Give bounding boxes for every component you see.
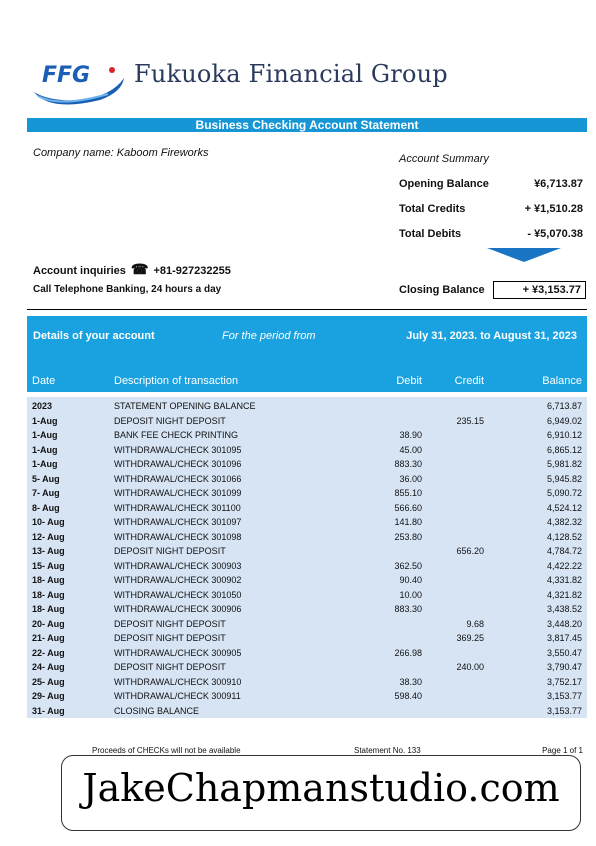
row-debit: 38.30 — [399, 676, 422, 687]
row-balance: 3,438.52 — [546, 604, 582, 614]
total-credits-value: + ¥1,510.28 — [524, 203, 583, 215]
row-credit: 656.20 — [456, 546, 484, 556]
row-description: DEPOSIT NIGHT DEPOSIT — [114, 662, 226, 672]
phone-icon: ☎ — [130, 261, 149, 277]
row-description: WITHDRAWAL/CHECK 300906 — [114, 604, 242, 614]
row-balance: 3,153.77 — [546, 705, 582, 716]
row-date: 18- Aug — [32, 575, 65, 585]
table-row — [27, 515, 587, 530]
table-row — [27, 617, 587, 632]
row-balance: 3,790.47 — [546, 662, 582, 672]
statement-number: Statement No. 133 — [354, 746, 421, 755]
opening-balance-label: Opening Balance — [399, 178, 489, 190]
watermark-banner — [61, 755, 581, 831]
table-row — [27, 675, 587, 690]
row-description: WITHDRAWAL/CHECK 301095 — [114, 444, 242, 455]
down-arrow-icon — [487, 248, 561, 262]
bank-name: Fukuoka Financial Group — [134, 60, 448, 88]
row-date: 2023 — [32, 401, 53, 411]
row-description: STATEMENT OPENING BALANCE — [114, 401, 256, 411]
row-date: 25- Aug — [32, 676, 65, 687]
row-debit: 883.30 — [394, 604, 422, 614]
row-description: DEPOSIT NIGHT DEPOSIT — [114, 633, 226, 643]
row-balance: 3,752.17 — [546, 676, 582, 687]
row-description: CLOSING BALANCE — [114, 705, 200, 716]
row-description: WITHDRAWAL/CHECK 301097 — [114, 517, 242, 527]
row-description: DEPOSIT NIGHT DEPOSIT — [114, 546, 226, 556]
row-credit: 9.68 — [466, 618, 484, 629]
row-description: WITHDRAWAL/CHECK 300905 — [114, 647, 242, 658]
row-date: 31- Aug — [32, 705, 65, 716]
ffg-logo-icon — [30, 56, 126, 108]
row-debit: 38.90 — [399, 430, 422, 440]
table-row — [27, 559, 587, 574]
divider — [27, 309, 587, 310]
row-debit: 566.60 — [394, 502, 422, 513]
company-name: Company name: Kaboom Fireworks — [33, 147, 209, 159]
row-description: WITHDRAWAL/CHECK 301066 — [114, 473, 242, 484]
row-debit: 90.40 — [399, 575, 422, 585]
row-date: 21- Aug — [32, 633, 65, 643]
row-description: WITHDRAWAL/CHECK 300902 — [114, 575, 242, 585]
table-row — [27, 573, 587, 588]
table-row — [27, 602, 587, 617]
table-row — [27, 428, 587, 443]
col-header-date: Date — [32, 375, 56, 387]
row-date: 1-Aug — [32, 459, 58, 469]
table-row — [27, 660, 587, 675]
details-header — [27, 316, 587, 392]
row-date: 7- Aug — [32, 488, 60, 498]
opening-balance-value: ¥6,713.87 — [534, 178, 583, 190]
bank-logo — [30, 56, 448, 108]
table-row — [27, 689, 587, 704]
row-date: 29- Aug — [32, 691, 65, 701]
table-row — [27, 457, 587, 472]
total-debits-label: Total Debits — [399, 228, 462, 240]
row-debit: 266.98 — [394, 647, 422, 658]
closing-balance-label: Closing Balance — [399, 284, 485, 296]
row-date: 1-Aug — [32, 430, 58, 440]
table-row — [27, 646, 587, 661]
row-date: 10- Aug — [32, 517, 65, 527]
row-balance: 4,382.32 — [546, 517, 582, 527]
logo-mark-text: FFG — [42, 63, 91, 88]
row-debit: 362.50 — [394, 560, 422, 571]
account-summary-title: Account Summary — [399, 153, 489, 165]
row-date: 18- Aug — [32, 589, 65, 600]
row-description: WITHDRAWAL/CHECK 300911 — [114, 691, 241, 701]
row-description: WITHDRAWAL/CHECK 301100 — [114, 502, 241, 513]
statement-title: Business Checking Account Statement — [27, 118, 587, 132]
row-balance: 4,524.12 — [546, 502, 582, 513]
row-credit: 235.15 — [456, 415, 484, 426]
col-header-credit: Credit — [454, 375, 484, 387]
row-date: 18- Aug — [32, 604, 65, 614]
row-description: WITHDRAWAL/CHECK 300910 — [114, 676, 242, 687]
details-title: Details of your account — [33, 330, 155, 342]
table-row — [27, 544, 587, 559]
row-balance: 4,321.82 — [546, 589, 582, 600]
table-row — [27, 399, 587, 414]
row-balance: 6,910.12 — [546, 430, 582, 440]
row-date: 8- Aug — [32, 502, 60, 513]
watermark-text: JakeChapmanstudio.com — [82, 766, 560, 810]
row-debit: 45.00 — [399, 444, 422, 455]
row-balance: 3,817.45 — [546, 633, 582, 643]
row-balance: 6,865.12 — [546, 444, 582, 455]
row-description: DEPOSIT NIGHT DEPOSIT — [114, 618, 226, 629]
col-header-debit: Debit — [396, 375, 422, 387]
row-debit: 855.10 — [394, 488, 422, 498]
row-debit: 883.30 — [394, 459, 422, 469]
transactions-table — [27, 397, 587, 718]
total-credits-label: Total Credits — [399, 203, 466, 215]
period-label: For the period from — [222, 330, 316, 342]
table-row — [27, 443, 587, 458]
row-date: 1-Aug — [32, 444, 58, 455]
footer-note: Proceeds of CHECKs will not be available — [92, 746, 241, 755]
closing-balance-value: + ¥3,153.77 — [493, 281, 586, 299]
inquiries-phone: +81-927232255 — [153, 265, 231, 277]
row-description: WITHDRAWAL/CHECK 301099 — [114, 488, 242, 498]
account-inquiries — [33, 261, 231, 278]
row-description: BANK FEE CHECK PRINTING — [114, 430, 239, 440]
row-debit: 10.00 — [399, 589, 422, 600]
row-balance: 4,422.22 — [546, 560, 582, 571]
col-header-description: Description of transaction — [114, 375, 239, 387]
row-date: 13- Aug — [32, 546, 65, 556]
row-balance: 6,713.87 — [546, 401, 582, 411]
table-row — [27, 486, 587, 501]
row-debit: 36.00 — [399, 473, 422, 484]
inquiries-label: Account inquiries — [33, 265, 126, 277]
row-debit: 598.40 — [394, 691, 422, 701]
row-debit: 253.80 — [394, 531, 422, 542]
statement-period: July 31, 2023. to August 31, 2023 — [406, 330, 577, 342]
row-date: 15- Aug — [32, 560, 65, 571]
row-date: 5- Aug — [32, 473, 60, 484]
row-date: 1-Aug — [32, 415, 58, 426]
row-balance: 3,153.77 — [546, 691, 582, 701]
row-date: 20- Aug — [32, 618, 65, 629]
row-date: 12- Aug — [32, 531, 65, 542]
row-balance: 4,784.72 — [546, 546, 582, 556]
row-balance: 4,128.52 — [546, 531, 582, 542]
row-balance: 6,949.02 — [546, 415, 582, 426]
row-date: 24- Aug — [32, 662, 65, 672]
col-header-balance: Balance — [542, 375, 582, 387]
row-description: DEPOSIT NIGHT DEPOSIT — [114, 415, 226, 426]
row-debit: 141.80 — [394, 517, 422, 527]
row-description: WITHDRAWAL/CHECK 301096 — [114, 459, 242, 469]
row-balance: 3,550.47 — [546, 647, 582, 658]
table-row — [27, 414, 587, 429]
row-balance: 5,981.82 — [546, 459, 582, 469]
table-row — [27, 501, 587, 516]
row-description: WITHDRAWAL/CHECK 301050 — [114, 589, 242, 600]
total-debits-value: - ¥5,070.38 — [527, 228, 583, 240]
table-row — [27, 530, 587, 545]
table-row — [27, 588, 587, 603]
row-date: 22- Aug — [32, 647, 65, 658]
row-balance: 5,945.82 — [546, 473, 582, 484]
table-row — [27, 631, 587, 646]
table-row — [27, 472, 587, 487]
table-row — [27, 704, 587, 719]
row-balance: 3,448.20 — [546, 618, 582, 629]
page-number: Page 1 of 1 — [542, 746, 583, 755]
row-credit: 369.25 — [456, 633, 484, 643]
row-balance: 4,331.82 — [546, 575, 582, 585]
row-balance: 5,090.72 — [546, 488, 582, 498]
row-credit: 240.00 — [456, 662, 484, 672]
telephone-banking: Call Telephone Banking, 24 hours a day — [33, 284, 222, 295]
row-description: WITHDRAWAL/CHECK 300903 — [114, 560, 242, 571]
row-description: WITHDRAWAL/CHECK 301098 — [114, 531, 242, 542]
